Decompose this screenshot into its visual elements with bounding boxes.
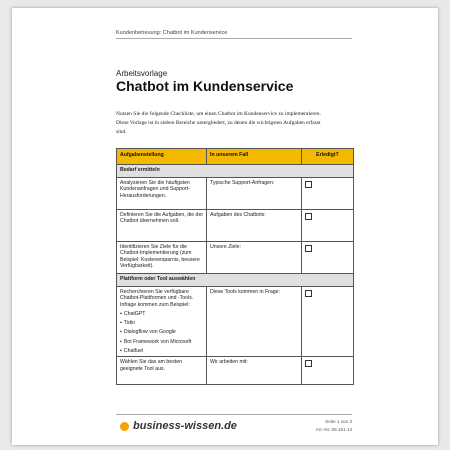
task-cell xyxy=(117,287,207,357)
table-row xyxy=(117,357,354,385)
case-cell[interactable]: Unsere Ziele: xyxy=(207,242,302,274)
table-row xyxy=(117,242,354,274)
column-header-done: Erledigt? xyxy=(301,149,353,165)
logo-text: business-wissen.de xyxy=(133,420,237,432)
header-divider xyxy=(116,38,352,39)
done-cell xyxy=(301,287,353,357)
page-number: Seite 1 von 3 xyxy=(325,419,352,424)
bullet-item: ▪ Dialogflow von Google xyxy=(120,326,203,335)
running-header: Kundenbetreuung: Chatbot im Kundenservice xyxy=(116,30,228,36)
bullet-item: ▪ Tidio xyxy=(120,317,203,326)
done-checkbox[interactable] xyxy=(305,213,312,220)
section-label: Plattform oder Tool auswählen xyxy=(117,274,354,287)
bullet-item: ▪ ChatGPT xyxy=(120,308,203,317)
done-cell xyxy=(301,210,353,242)
case-cell[interactable]: Diese Tools kommen in Frage: xyxy=(207,287,302,357)
table-row xyxy=(117,287,354,357)
table-header-row xyxy=(117,149,354,165)
column-header-task: Aufgabenstellung xyxy=(117,149,207,165)
done-checkbox[interactable] xyxy=(305,290,312,297)
section-label: Bedarf ermitteln xyxy=(117,165,354,178)
section-row-plattform xyxy=(117,274,354,287)
task-cell: Identifizieren Sie Ziele für die Chatbot-Implementierung (zum Beispiel: Kostenersparnis, bessere Verfügbarkeit). xyxy=(117,242,207,274)
footer-divider xyxy=(116,414,352,415)
done-cell xyxy=(301,178,353,210)
done-checkbox[interactable] xyxy=(305,360,312,367)
case-cell[interactable]: Aufgaben des Chatbots: xyxy=(207,210,302,242)
column-header-case: In unserem Fall xyxy=(207,149,302,165)
article-number: Art.-Nr. 06.151.13 xyxy=(315,427,352,432)
done-checkbox[interactable] xyxy=(305,245,312,252)
brand-logo xyxy=(120,420,237,432)
checklist-table xyxy=(116,148,354,385)
intro-paragraph: Nutzen Sie die folgende Checkliste, um einen Chatbot im Kundenservice zu implementieren. Diese Vorlage ist in sieben Bereiche untergliedert, zu denen die wichtigsten Aufgaben erfasst sind. xyxy=(116,111,321,135)
done-cell xyxy=(301,242,353,274)
task-cell: Analysieren Sie die häufigsten Kundenanfragen und Support-Herausforderungen. xyxy=(117,178,207,210)
task-cell: Wählen Sie das am besten geeignete Tool aus. xyxy=(117,357,207,385)
case-cell[interactable]: Typische Support-Anfragen: xyxy=(207,178,302,210)
task-text: Recherchieren Sie verfügbare Chatbot-Plattformen und -Tools. Infrage kommen zum Beispiel: xyxy=(120,289,194,308)
document-page xyxy=(12,8,438,445)
document-subtitle: Arbeitsvorlage xyxy=(116,69,168,78)
bullet-item: ▪ Chatfuel xyxy=(120,345,203,354)
task-cell: Definieren Sie die Aufgaben, die der Chatbot übernehmen soll. xyxy=(117,210,207,242)
done-checkbox[interactable] xyxy=(305,181,312,188)
document-title: Chatbot im Kundenservice xyxy=(116,78,294,94)
section-row-bedarf xyxy=(117,165,354,178)
logo-dot-icon xyxy=(120,422,129,431)
table-row xyxy=(117,210,354,242)
bullet-item: ▪ Bot Framework von Microsoft xyxy=(120,336,203,345)
table-row xyxy=(117,178,354,210)
done-cell xyxy=(301,357,353,385)
case-cell[interactable]: Wir arbeiten mit: xyxy=(207,357,302,385)
